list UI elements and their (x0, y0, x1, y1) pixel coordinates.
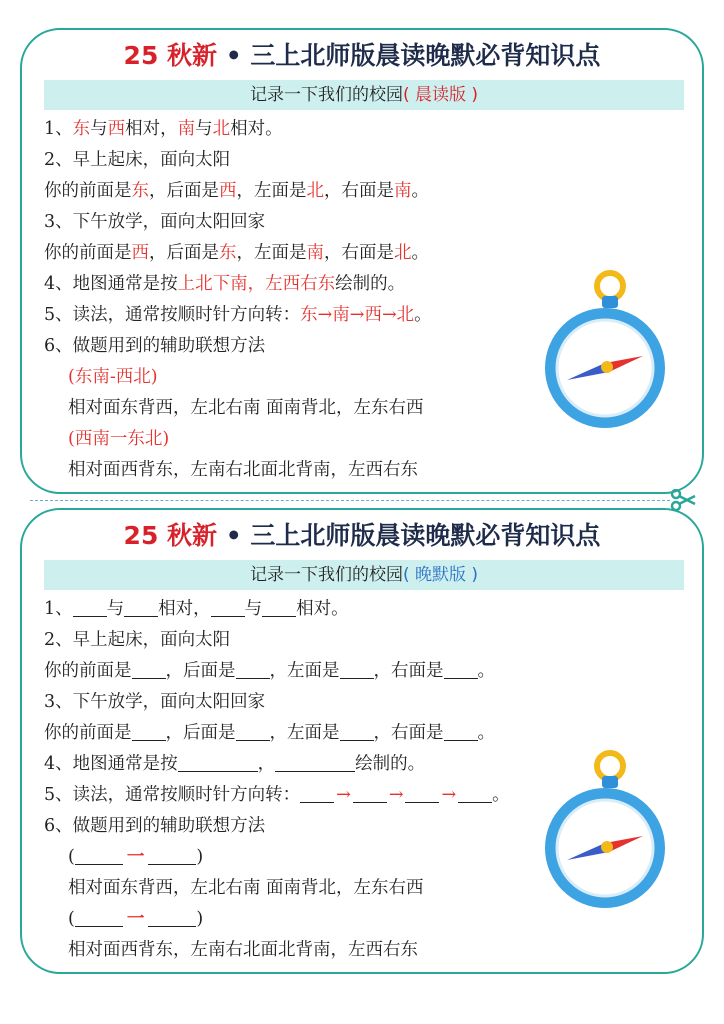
blank[interactable] (124, 597, 158, 617)
line-4: 3、下午放学，面向太阳回家 (44, 212, 266, 232)
line-5: 你的前面是西，后面是东，左面是南，右面是北。 (44, 243, 429, 263)
blank[interactable] (262, 597, 296, 617)
line-10: 相对面东背西，左北右南 面南背北，左东右西 (68, 878, 424, 898)
line-4: 3、下午放学，面向太阳回家 (44, 692, 266, 712)
line-1: 1、东与西相对，南与北相对。 (44, 119, 283, 139)
line-8: 6、做题用到的辅助联想方法 (44, 816, 266, 836)
line-9: ( 一 ) (68, 847, 204, 867)
blank[interactable] (340, 659, 374, 679)
blank[interactable] (353, 783, 387, 803)
blank[interactable] (340, 721, 374, 741)
compass-icon (540, 268, 670, 438)
line-2: 2、早上起床，面向太阳 (44, 150, 231, 170)
line-3: 你的前面是东，后面是西，左面是北，右面是南。 (44, 181, 429, 201)
blank[interactable] (444, 721, 478, 741)
line-6: 4、地图通常是按 ， 绘制的。 (44, 754, 426, 774)
blank[interactable] (211, 597, 245, 617)
blank[interactable] (405, 783, 439, 803)
blank[interactable] (444, 659, 478, 679)
blank[interactable] (132, 721, 166, 741)
line-11: (西南一东北) (68, 429, 170, 449)
blank[interactable] (275, 752, 355, 772)
section-banner: 记录一下我们的校园( 晨读版 ) (44, 80, 684, 110)
line-6: 4、地图通常是按上北下南，左西右东绘制的。 (44, 274, 406, 294)
blank[interactable] (236, 721, 270, 741)
blank[interactable] (132, 659, 166, 679)
line-10: 相对面东背西，左北右南 面南背北，左东右西 (68, 398, 424, 418)
line-1: 1、 与 相对， 与 相对。 (44, 599, 349, 619)
line-12: 相对面西背东，左南右北面北背南，左西右东 (68, 940, 418, 960)
cut-line (30, 500, 670, 501)
blank[interactable] (75, 907, 123, 927)
blank[interactable] (73, 597, 107, 617)
line-5: 你的前面是 ，后面是 ，左面是 ，右面是 。 (44, 723, 495, 743)
line-8: 6、做题用到的辅助联想方法 (44, 336, 266, 356)
blank[interactable] (148, 845, 196, 865)
blank[interactable] (75, 845, 123, 865)
card-title: 25 秋新 • 三上北师版晨读晚默必背知识点 (123, 41, 601, 70)
section-banner: 记录一下我们的校园( 晚默版 ) (44, 560, 684, 590)
blank[interactable] (178, 752, 258, 772)
line-9: (东南-西北) (68, 367, 158, 387)
blank[interactable] (300, 783, 334, 803)
line-7: 5、读法，通常按顺时针方向转：东→南→西→北。 (44, 305, 432, 325)
compass-icon (540, 748, 670, 918)
line-3: 你的前面是 ，后面是 ，左面是 ，右面是 。 (44, 661, 495, 681)
scissors-icon (670, 489, 696, 511)
blank[interactable] (458, 783, 492, 803)
line-12: 相对面西背东，左南右北面北背南，左西右东 (68, 460, 418, 480)
card-title: 25 秋新 • 三上北师版晨读晚默必背知识点 (123, 521, 601, 550)
blank[interactable] (236, 659, 270, 679)
blank[interactable] (148, 907, 196, 927)
line-7: 5、读法，通常按顺时针方向转： → → → 。 (44, 785, 510, 805)
line-11: ( 一 ) (68, 909, 204, 929)
line-2: 2、早上起床，面向太阳 (44, 630, 231, 650)
